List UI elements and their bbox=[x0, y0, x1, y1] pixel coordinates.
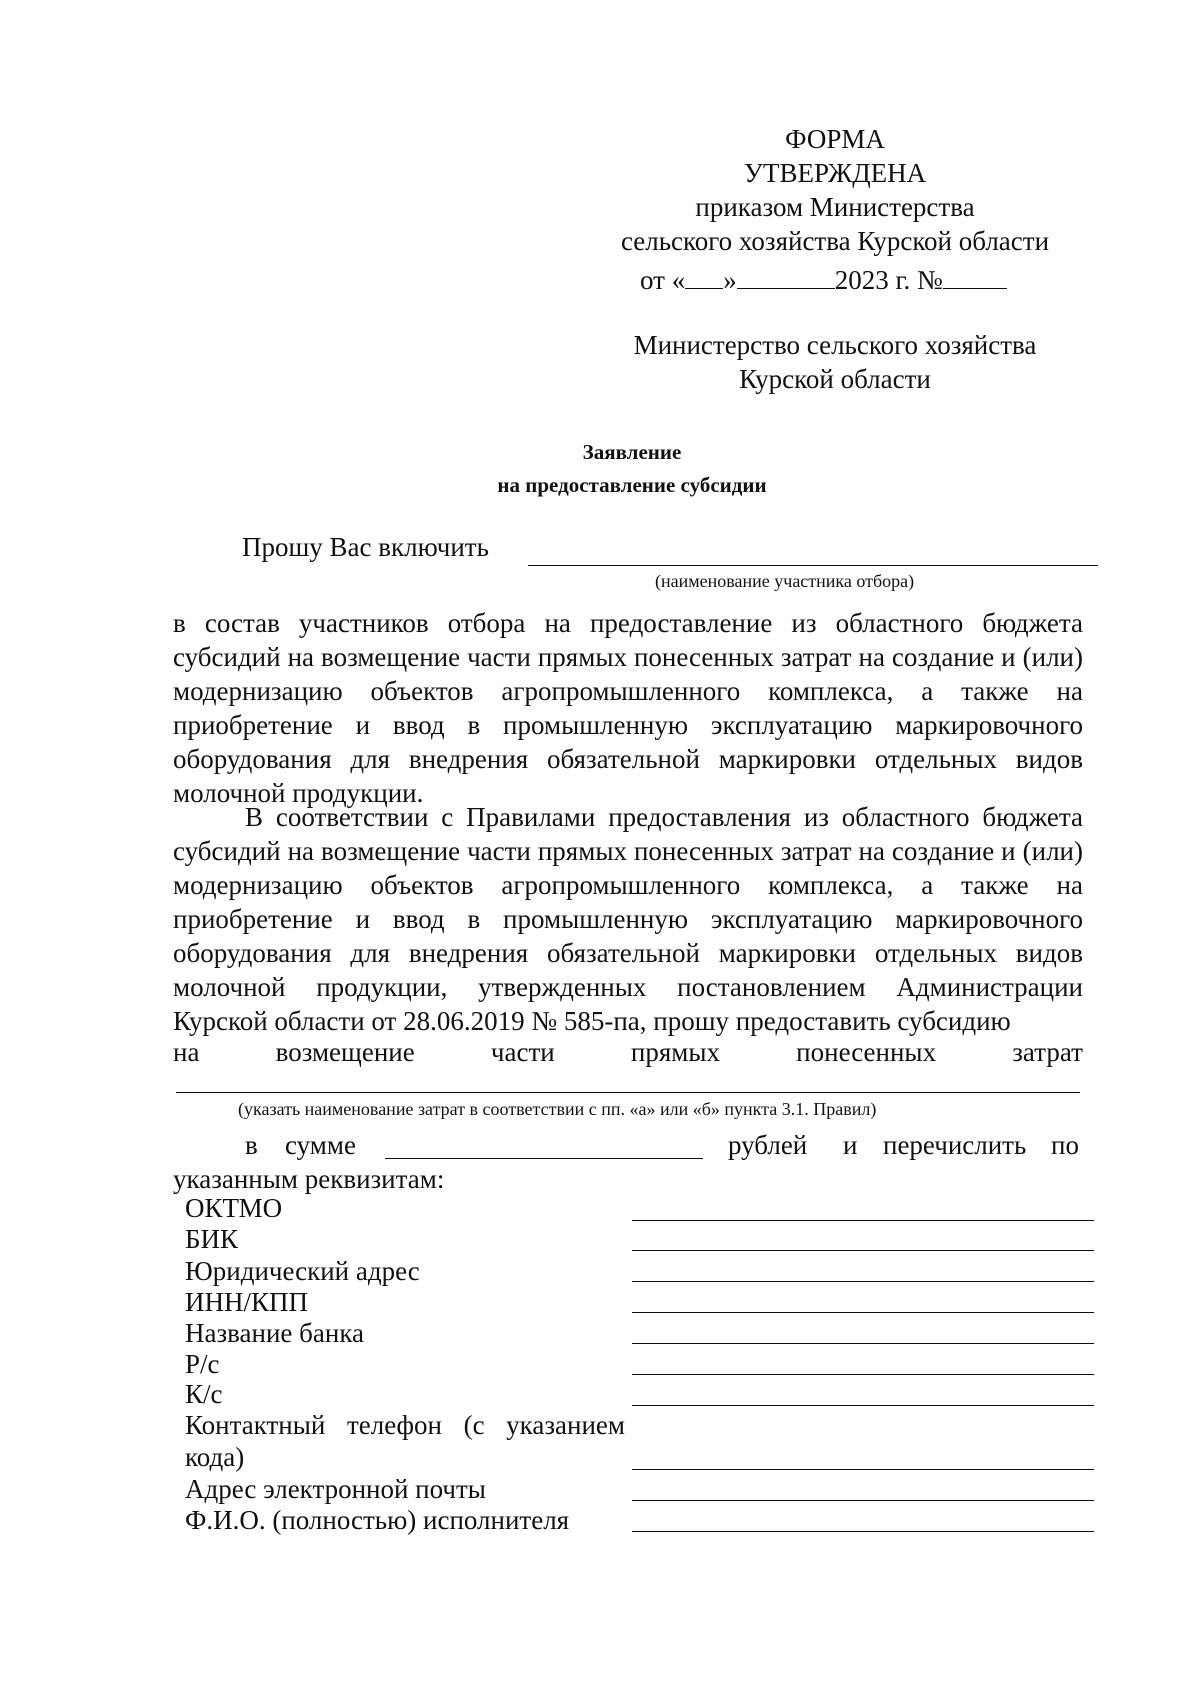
requisite-phone-label: Контактный телефон (с указанием кода) bbox=[185, 1410, 625, 1472]
cost-name-field[interactable] bbox=[176, 1092, 1080, 1093]
requisite-email-field[interactable] bbox=[632, 1500, 1094, 1501]
requisite-rs-label: Р/с bbox=[185, 1349, 220, 1379]
cost-hint: (указать наименование затрат в соответствии с пп. «а» или «б» пункта 3.1. Правил) bbox=[238, 1099, 877, 1119]
word: прямых bbox=[630, 1037, 720, 1067]
requisite-ks-field[interactable] bbox=[632, 1405, 1094, 1406]
paragraph-2: В соответствии с Правилами предоставления из областного бюджета субсидий на возмещение части прямых понесенных затрат на создание и (или) модернизацию объектов агропромышленного комплекса, а также на приобретение и ввод в промышленную эксплуатацию маркировочного оборудования для внедрения обязательной маркировки отдельных видов молочной продукции, утвержденных постановлением Администрации Курской области от 28.06.2019 № 585-па, прошу предоставить субсидию bbox=[173, 802, 1083, 1036]
participant-hint: (наименование участника отбора) bbox=[655, 571, 915, 591]
requisite-bank-name-label: Название банка bbox=[185, 1318, 365, 1348]
recipient-line-1: Министерство сельского хозяйства bbox=[633, 330, 1037, 360]
approved-label: УТВЕРЖДЕНА bbox=[743, 158, 927, 188]
document-title bbox=[0, 436, 1200, 502]
sum-word: сумме bbox=[285, 1130, 356, 1160]
request-start: Прошу Вас включить bbox=[242, 532, 489, 562]
order-line-1: приказом Министерства bbox=[695, 192, 975, 222]
approval-date-line bbox=[640, 262, 1007, 297]
day-blank[interactable] bbox=[685, 262, 723, 289]
word: на bbox=[173, 1037, 200, 1067]
requisite-phone-field[interactable] bbox=[632, 1469, 1094, 1470]
paragraph-1: в состав участников отбора на предоставление из областного бюджета субсидий на возмещение части прямых понесенных затрат на создание и (или) модернизацию объектов агропромышленного комплекса, а также на приобретение и ввод в промышленную эксплуатацию маркировочного оборудования для внедрения обязательной маркировки отдельных видов молочной продукции. bbox=[173, 608, 1083, 808]
requisite-ks-label: К/с bbox=[185, 1379, 223, 1409]
month-blank[interactable] bbox=[737, 262, 835, 289]
requisite-legal-address-label: Юридический адрес bbox=[185, 1256, 420, 1286]
requisite-legal-address-field[interactable] bbox=[632, 1281, 1094, 1282]
form-label: ФОРМА bbox=[785, 124, 885, 154]
requisite-executor-field[interactable] bbox=[632, 1531, 1094, 1532]
sum-in: в bbox=[245, 1130, 258, 1160]
word: возмещение bbox=[275, 1037, 415, 1067]
requisite-executor-label: Ф.И.О. (полностью) исполнителя bbox=[185, 1505, 570, 1535]
requisite-bank-name-field[interactable] bbox=[632, 1343, 1094, 1344]
sum-rest-1: рублей bbox=[728, 1130, 808, 1160]
requisite-email-label: Адрес электронной почты bbox=[185, 1474, 486, 1504]
recipient-line-2: Курской области bbox=[739, 364, 931, 394]
sum-rest-2: и bbox=[843, 1130, 858, 1160]
requisite-bik-field[interactable] bbox=[632, 1250, 1094, 1251]
requisite-inn-kpp-label: ИНН/КПП bbox=[185, 1287, 309, 1317]
sum-field[interactable] bbox=[385, 1132, 703, 1159]
requisite-rs-field[interactable] bbox=[632, 1374, 1094, 1375]
requisite-oktmo-label: ОКТМО bbox=[185, 1193, 283, 1223]
date-prefix: от « bbox=[640, 265, 686, 295]
word: затрат bbox=[1012, 1037, 1083, 1067]
requisites-heading: указанным реквизитам: bbox=[173, 1164, 445, 1194]
requisite-inn-kpp-field[interactable] bbox=[632, 1312, 1094, 1313]
word: части bbox=[490, 1037, 555, 1067]
requisite-oktmo-field[interactable] bbox=[632, 1220, 1094, 1221]
sum-rest-3: перечислить bbox=[883, 1130, 1027, 1160]
justified-line bbox=[173, 1035, 1083, 1069]
date-year: 2023 г. № bbox=[834, 265, 943, 295]
title-line-2: на предоставление субсидии bbox=[497, 473, 767, 497]
participant-name-field[interactable] bbox=[528, 565, 1098, 566]
title-line-1: Заявление bbox=[582, 440, 682, 464]
sum-rest-4: по bbox=[1051, 1130, 1079, 1160]
requisite-bik-label: БИК bbox=[185, 1224, 239, 1254]
order-line-2: сельского хозяйства Курской области bbox=[620, 226, 1050, 256]
word: понесенных bbox=[796, 1037, 937, 1067]
date-mid: » bbox=[723, 265, 737, 295]
recipient-block bbox=[600, 328, 1070, 396]
order-number-blank[interactable] bbox=[943, 262, 1007, 289]
